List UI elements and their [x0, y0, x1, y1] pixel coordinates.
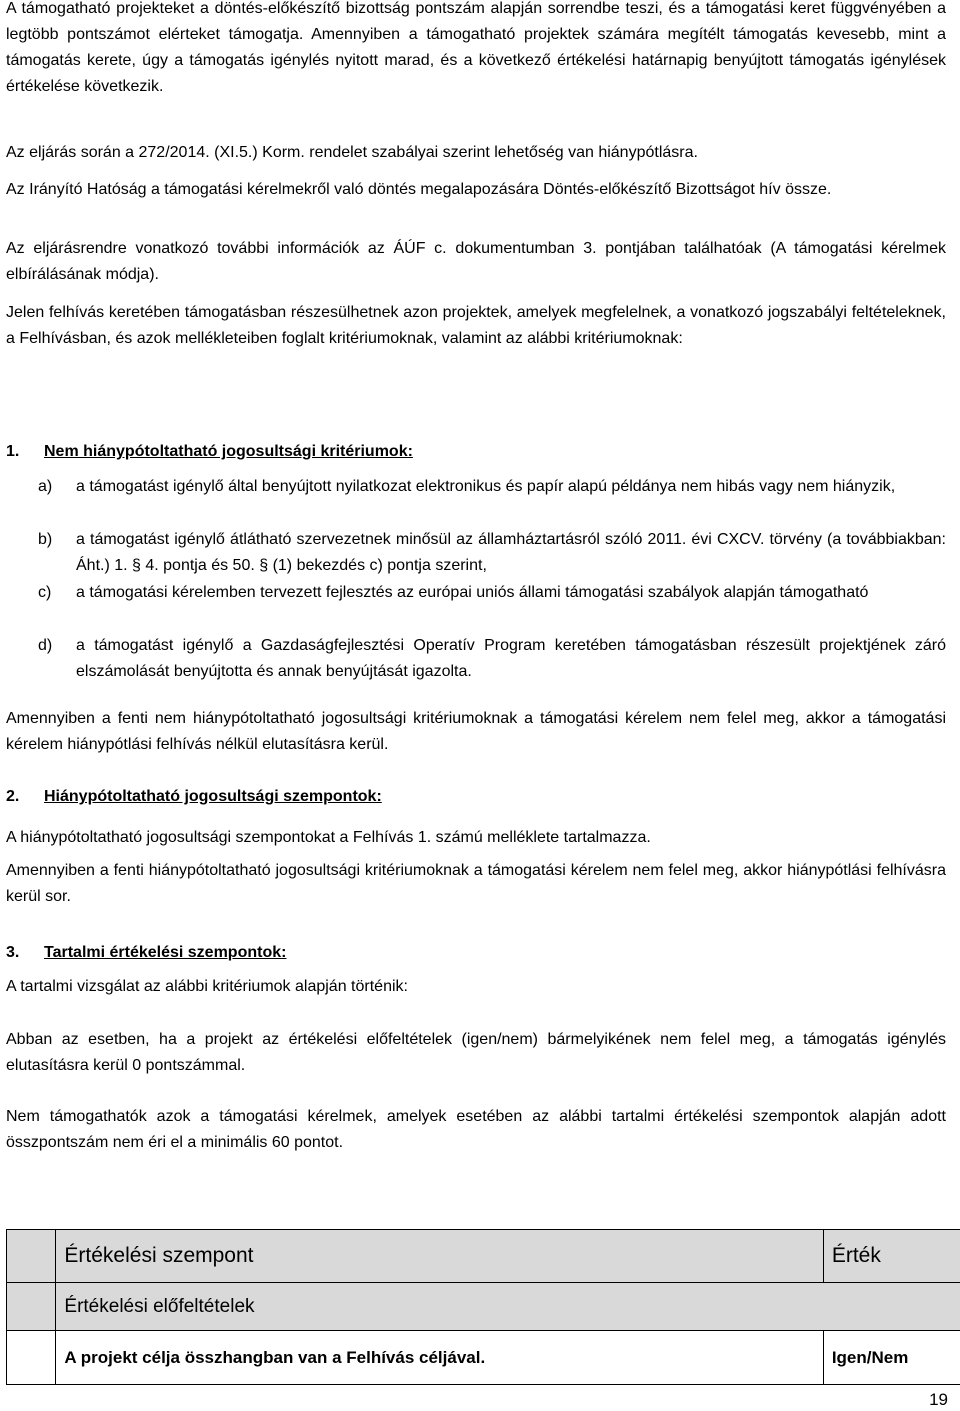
paragraph-hianypotlasi-felhivas: Amennyiben a fenti hiánypótoltatható jogosultsági kritériumoknak a támogatási kérelem nem felel meg, akkor hiánypótlási felhívásra kerül sor. — [6, 862, 946, 905]
paragraph-bizottsag: Az Irányító Hatóság a támogatási kérelmekről való döntés megalapozására Döntés-előkészítő Bizottságot hív össze. — [6, 181, 832, 198]
paragraph-hianypotlas: Az eljárás során a 272/2014. (XI.5.) Korm. rendelet szabályai szerint lehetőség van hiánypótlásra. — [6, 144, 698, 161]
table-cell — [7, 1283, 56, 1331]
paragraph-ranking: A támogatható projekteket a döntés-előkészítő bizottság pontszám alapján sorrendbe teszi, és a támogatási keret függvényében a legtöbb pontszámot elérteket támogatja. Amennyiben a támogatható projektek számára megítélt támogatás kevesebb, mint a támogatás kerete, úgy a támogatás igénylés nyitott marad, és a következő értékelési határnapig benyújtott támogatás igénylések értékelése következik. — [6, 0, 946, 95]
table-cell — [7, 1331, 56, 1385]
paragraph-elofeltetelek: Abban az esetben, ha a projekt az értékelési előfeltételek (igen/nem) bármelyikének nem felel meg, a támogatás igénylés elutasításra kerül 0 pontszámmal. — [6, 1031, 946, 1074]
criteria-table — [6, 1229, 960, 1385]
section-title: Nem hiánypótoltatható jogosultsági kritériumok: — [44, 443, 413, 460]
table-cell: A projekt célja összhangban van a Felhívás céljával. — [56, 1331, 823, 1385]
paragraph-eljarasrend: Az eljárásrendre vonatkozó további információk az ÁÚF c. dokumentumban 3. pontjában találhatóak (A támogatási kérelmek elbírálásának módja). — [6, 240, 946, 283]
section-title: Hiánypótoltatható jogosultsági szempontok: — [44, 788, 382, 805]
table-header-cell: Értékelési szempont — [56, 1230, 823, 1283]
paragraph-melleklet: A hiánypótoltatható jogosultsági szempontokat a Felhívás 1. számú melléklete tartalmazza. — [6, 829, 651, 846]
list-item — [38, 633, 946, 685]
section-number: 3. — [6, 944, 20, 961]
list-item-label: a) — [38, 478, 53, 495]
list-item-text: a támogatást igénylő átlátható szervezetnek minősül az államháztartásról szóló 2011. évi CXCV. törvény (a továbbiakban: Áht.) 1. § 4. pontja és 50. § (1) bekezdés c) pontja szerint, — [76, 531, 946, 574]
table-subheader-cell: Értékelési előfeltételek — [56, 1283, 960, 1331]
table-header-cell: Érték — [823, 1230, 960, 1283]
list-item-label: d) — [38, 637, 53, 654]
section-heading-2 — [6, 784, 946, 810]
section-heading-1 — [6, 439, 946, 465]
list-item-text: a támogatási kérelemben tervezett fejlesztés az európai uniós állami támogatási szabályok alapján támogatható — [76, 584, 869, 601]
section-heading-3 — [6, 940, 946, 966]
section-title: Tartalmi értékelési szempontok: — [44, 944, 287, 961]
table-subheader-row — [7, 1283, 960, 1331]
table-row — [7, 1331, 960, 1385]
list-item — [38, 527, 946, 579]
paragraph-elutasitas: Amennyiben a fenti nem hiánypótoltatható jogosultsági kritériumoknak a támogatási kérelem nem felel meg, akkor a támogatási kérelem hiánypótlási felhívás nélkül elutasításra kerül. — [6, 710, 946, 753]
table-header-row — [7, 1230, 960, 1283]
paragraph-felhivas-kriteriumok: Jelen felhívás keretében támogatásban részesülhetnek azon projektek, amelyek megfelelnek, a vonatkozó jogszabályi feltételeknek, a Felhívásban, és azok mellékleteiben foglalt kritériumoknak, valamint az alábbi kritériumoknak: — [6, 304, 946, 347]
table-cell: Igen/Nem — [823, 1331, 960, 1385]
list-item-label: b) — [38, 531, 53, 548]
list-item-text: a támogatást igénylő által benyújtott nyilatkozat elektronikus és papír alapú példánya nem hibás vagy nem hiányzik, — [76, 478, 896, 495]
list-item-text: a támogatást igénylő a Gazdaságfejlesztési Operatív Program keretében támogatásban részesült projektjének záró elszámolását benyújtotta és annak benyújtását igazolta. — [76, 637, 946, 680]
list-item-label: c) — [38, 584, 52, 601]
paragraph-minimalis-pontszam: Nem támogathatók azok a támogatási kérelmek, amelyek esetében az alábbi tartalmi értékelési szempontok alapján adott összpontszám nem éri el a minimális 60 pontot. — [6, 1108, 946, 1151]
page-number: 19 — [929, 1390, 948, 1409]
list-item — [38, 474, 946, 500]
section-number: 1. — [6, 443, 20, 460]
section-number: 2. — [6, 788, 20, 805]
paragraph-tartalmi-vizsgalat: A tartalmi vizsgálat az alábbi kritériumok alapján történik: — [6, 978, 408, 995]
table-cell — [7, 1230, 56, 1283]
list-item — [38, 580, 946, 606]
